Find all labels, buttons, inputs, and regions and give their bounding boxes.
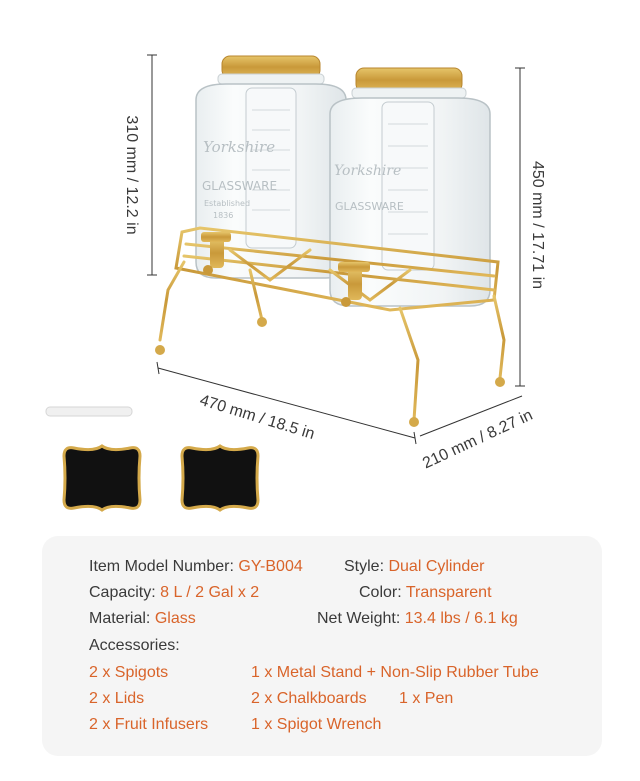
spec-material-value: Glass (154, 610, 196, 627)
pen (46, 407, 132, 416)
accessory-item: 1 x Pen (399, 690, 454, 707)
chalkboard-right (182, 446, 258, 510)
spec-capacity-value: 8 L / 2 Gal x 2 (160, 584, 260, 601)
dimension-length: 470 mm / 18.5 in (197, 391, 317, 444)
spec-material-label: Material: (89, 610, 151, 627)
svg-text:GLASSWARE: GLASSWARE (202, 179, 278, 193)
spec-model-value: GY-B004 (238, 558, 303, 575)
svg-text:1836: 1836 (213, 211, 234, 220)
spec-model-label: Item Model Number: (89, 558, 234, 575)
spec-model (89, 557, 303, 577)
spec-color-value: Transparent (405, 584, 492, 601)
accessory-item: 2 x Lids (89, 690, 145, 707)
svg-text:Yorkshire: Yorkshire (334, 163, 402, 179)
spec-card (42, 536, 602, 756)
spec-weight (317, 609, 518, 629)
spec-capacity (89, 583, 259, 603)
spec-style (344, 557, 485, 577)
accessory-item: 1 x Spigot Wrench (251, 716, 382, 733)
chalkboard-left (64, 446, 140, 510)
spec-color-label: Color: (359, 584, 402, 601)
accessory-item: 2 x Fruit Infusers (89, 716, 209, 733)
spec-weight-value: 13.4 lbs / 6.1 kg (404, 610, 518, 627)
spec-color (359, 583, 492, 603)
spec-capacity-label: Capacity: (89, 584, 156, 601)
dimension-total-height: 450 mm / 17.71 in (529, 160, 546, 290)
spec-style-label: Style: (344, 558, 385, 575)
accessory-item: 2 x Chalkboards (251, 690, 367, 707)
accessory-item: 2 x Spigots (89, 664, 169, 681)
dimension-depth: 210 mm / 8.27 in (420, 406, 536, 473)
accessory-item: 1 x Metal Stand + Non-Slip Rubber Tube (251, 664, 539, 681)
svg-text:Established: Established (204, 199, 251, 208)
accessories-heading: Accessories: (89, 637, 180, 654)
svg-text:Yorkshire: Yorkshire (203, 138, 276, 156)
spec-weight-label: Net Weight: (317, 610, 401, 627)
dimension-jar-height: 310 mm / 12.2 in (123, 115, 140, 235)
spec-style-value: Dual Cylinder (388, 558, 485, 575)
spec-material (89, 609, 196, 629)
svg-text:GLASSWARE: GLASSWARE (335, 200, 404, 213)
